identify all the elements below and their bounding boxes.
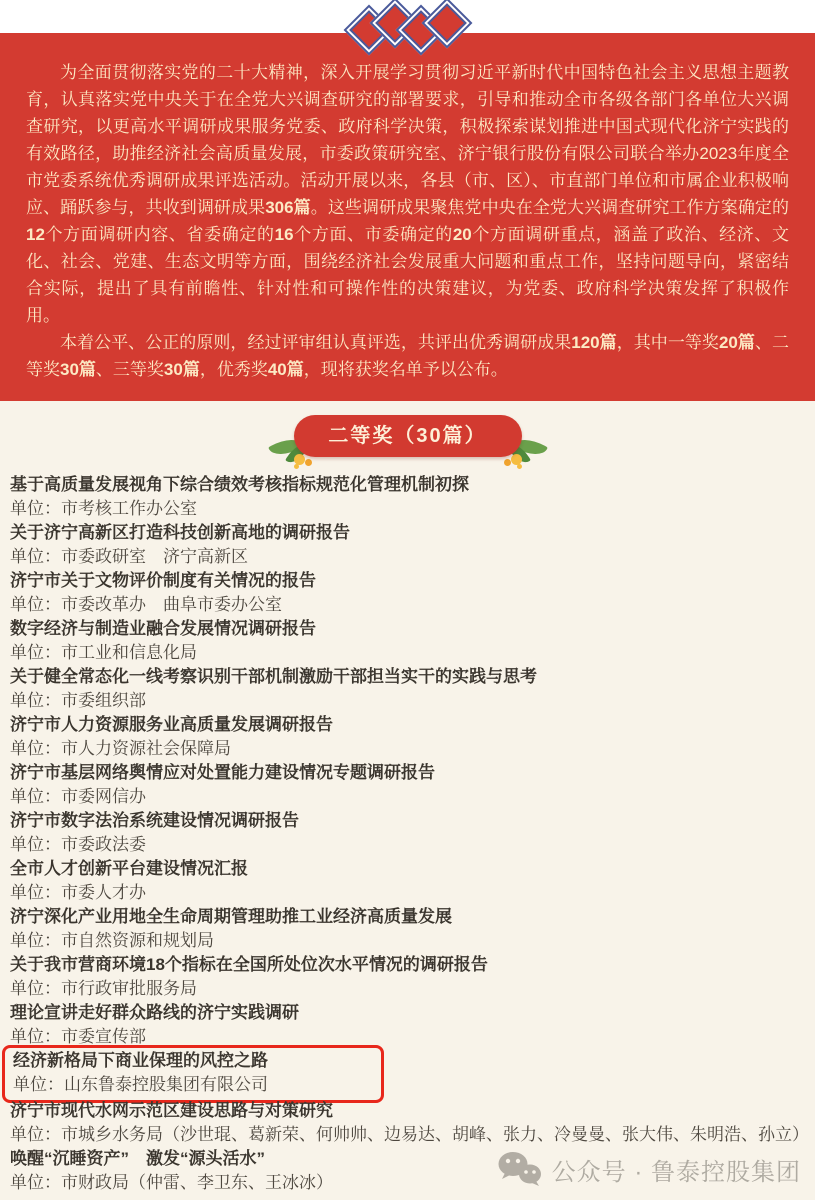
award-title: 唤醒“沉睡资产” 激发“源头活水” (10, 1149, 265, 1168)
award-entry (10, 569, 803, 617)
award-title: 济宁市人力资源服务业高质量发展调研报告 (10, 715, 333, 734)
award-entry (10, 905, 803, 953)
award-entry (10, 713, 803, 761)
award-title: 济宁市基层网络舆情应对处置能力建设情况专题调研报告 (10, 763, 435, 782)
award-title: 基于高质量发展视角下综合绩效考核指标规范化管理机制初探 (10, 475, 469, 494)
award-title: 济宁市数字法治系统建设情况调研报告 (10, 811, 299, 830)
watermark-label: 公众号 · 鲁泰控股集团 (551, 1158, 801, 1186)
award-title: 关于健全常态化一线考察识别干部机制激励干部担当实干的实践与思考 (10, 667, 537, 686)
intro-paragraph: 为全面贯彻落实党的二十大精神，深入开展学习贯彻习近平新时代中国特色社会主义思想主题教育，认真落实党中央关于在全党大兴调查研究的部署要求，引导和推动全市各级各部门各单位大兴调查研究，以更高水平调研成果服务党委、政府科学决策，积极探索谋划推进中国式现代化济宁实践的有效路径，助推经济社会高质量发展，市委政策研究室、济宁银行股份有限公司联合举办2023年度全市党委系统优秀调研成果评选活动。活动开展以来，各县（市、区）、市直部门单位和市属企业积极响应、踊跃参与，共收到调研成果306篇。这些调研成果聚焦党中央在全党大兴调查研究工作方案确定的12个方面调研内容、省委确定的16个方面、市委确定的20个方面调研重点，涵盖了政治、经济、文化、社会、党建、生态文明等方面，围绕经济社会发展重大问题和重点工作，坚持问题导向，紧密结合实际，提出了具有前瞻性、针对性和可操作性的决策建议，为党委、政府科学决策发挥了积极作用。 (26, 63, 790, 325)
watermark (495, 1150, 801, 1188)
award-title: 数字经济与制造业融合发展情况调研报告 (10, 619, 316, 638)
award-level-ribbon (294, 415, 522, 457)
award-unit: 单位：市人力资源社会保障局 (10, 739, 231, 758)
award-title: 济宁市关于文物评价制度有关情况的报告 (10, 571, 316, 590)
award-unit: 单位：市自然资源和规划局 (10, 931, 214, 950)
award-unit: 单位：市委人才办 (10, 883, 146, 902)
intro-paragraph: 本着公平、公正的原则，经过评审组认真评选，共评出优秀调研成果120篇，其中一等奖20篇、二等奖30篇、三等奖30篇，优秀奖40篇，现将获奖名单予以公布。 (26, 333, 789, 379)
award-list (0, 473, 815, 1195)
ribbon-label: 二等奖（30篇） (294, 415, 522, 457)
award-entry (10, 665, 803, 713)
award-unit: 单位：市行政审批服务局 (10, 979, 197, 998)
award-entry (10, 521, 803, 569)
award-unit: 单位：市城乡水务局（沙世琨、葛新荣、何帅帅、边易达、胡峰、张力、冷曼曼、张大伟、朱明浩、孙立） (10, 1125, 809, 1144)
award-entry (10, 761, 803, 809)
award-title: 全市人才创新平台建设情况汇报 (10, 859, 248, 878)
wechat-icon (495, 1150, 543, 1188)
award-unit: 单位：市考核工作办公室 (10, 499, 197, 518)
award-unit: 单位：市委组织部 (10, 691, 146, 710)
award-title: 济宁深化产业用地全生命周期管理助推工业经济高质量发展 (10, 907, 452, 926)
award-entry (10, 857, 803, 905)
award-unit: 单位：市委政研室 济宁高新区 (10, 547, 248, 566)
award-entry (10, 953, 803, 1001)
award-unit: 单位：市委改革办 曲阜市委办公室 (10, 595, 282, 614)
award-entry (10, 617, 803, 665)
flower-decoration-icon (294, 454, 305, 465)
award-unit: 单位：市委政法委 (10, 835, 146, 854)
intro-paragraphs (0, 33, 815, 401)
award-entry (10, 473, 803, 521)
award-unit: 单位：市委网信办 (10, 787, 146, 806)
award-title: 济宁市现代水网示范区建设思路与对策研究 (10, 1101, 333, 1120)
award-entry (10, 1001, 803, 1049)
award-unit: 单位：市财政局（仲雷、李卫东、王冰冰） (10, 1173, 333, 1192)
award-entry-highlighted (2, 1045, 384, 1103)
award-entry (10, 809, 803, 857)
award-title: 关于我市营商环境18个指标在全国所处位次水平情况的调研报告 (10, 955, 488, 974)
award-unit: 单位：市委宣传部 (10, 1027, 146, 1046)
flower-decoration-icon (511, 454, 522, 465)
award-title: 经济新格局下商业保理的风控之路 (13, 1051, 268, 1070)
award-title: 理论宣讲走好群众路线的济宁实践调研 (10, 1003, 299, 1022)
award-unit: 单位：山东鲁泰控股集团有限公司 (13, 1075, 268, 1094)
diamond-decoration (0, 5, 815, 48)
award-title: 关于济宁高新区打造科技创新高地的调研报告 (10, 523, 350, 542)
award-unit: 单位：市工业和信息化局 (10, 643, 197, 662)
award-entry (10, 1099, 809, 1147)
